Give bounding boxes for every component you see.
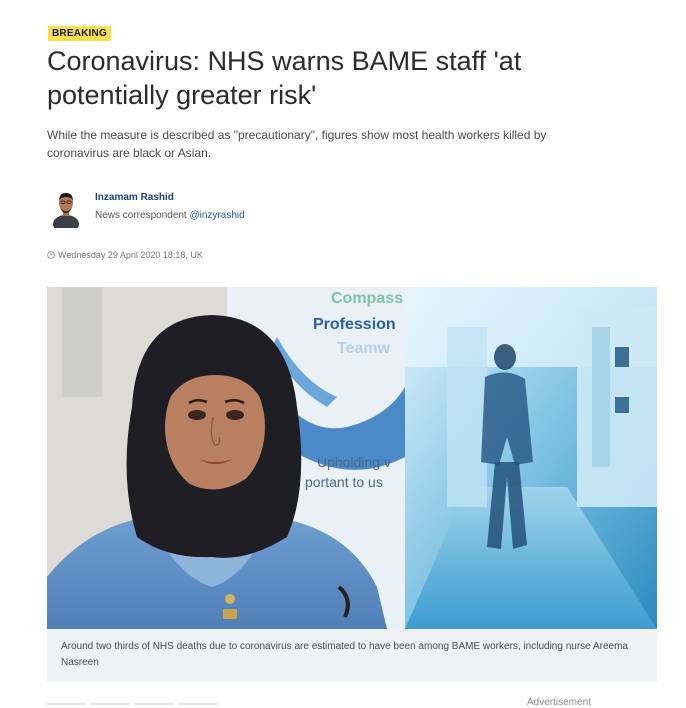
- article-standfirst: While the measure is described as "precautionary", figures show most health workers killed by coronavirus are black or Asian.: [47, 128, 547, 160]
- article-headline: Coronavirus: NHS warns BAME staff 'at potentially greater risk': [47, 46, 522, 110]
- author-name-link[interactable]: Inzamam Rashid: [95, 192, 174, 203]
- article-dateline: [47, 250, 203, 260]
- author-twitter-link[interactable]: @inzyrashid: [189, 210, 245, 221]
- poster-text-2: Profession: [313, 316, 396, 333]
- article-date: Wednesday 29 April 2020 18:18, UK: [58, 250, 203, 260]
- share-bar-placeholder: [47, 703, 217, 705]
- hero-caption: [47, 629, 657, 682]
- advertisement-label: Advertisement: [527, 697, 591, 708]
- author-avatar[interactable]: [52, 190, 80, 228]
- placeholder-bar: [91, 703, 129, 705]
- poster-text-5: portant to us: [305, 474, 383, 490]
- hero-image[interactable]: [47, 287, 657, 629]
- breaking-badge: BREAKING: [48, 26, 111, 41]
- poster-text-1: Compass: [331, 290, 404, 307]
- poster-text-4: Upholding v: [317, 454, 391, 470]
- author-role-label: News correspondent: [95, 210, 187, 221]
- author-role: [95, 210, 245, 221]
- placeholder-bar: [47, 703, 85, 705]
- placeholder-bar: [179, 703, 217, 705]
- placeholder-bar: [135, 703, 173, 705]
- poster-text-3: Teamw: [337, 340, 391, 357]
- clock-icon: [47, 251, 55, 259]
- hero-caption-text: Around two thirds of NHS deaths due to coronavirus are estimated to have been among BAME workers, including nurse Areema Nasreen: [61, 641, 628, 668]
